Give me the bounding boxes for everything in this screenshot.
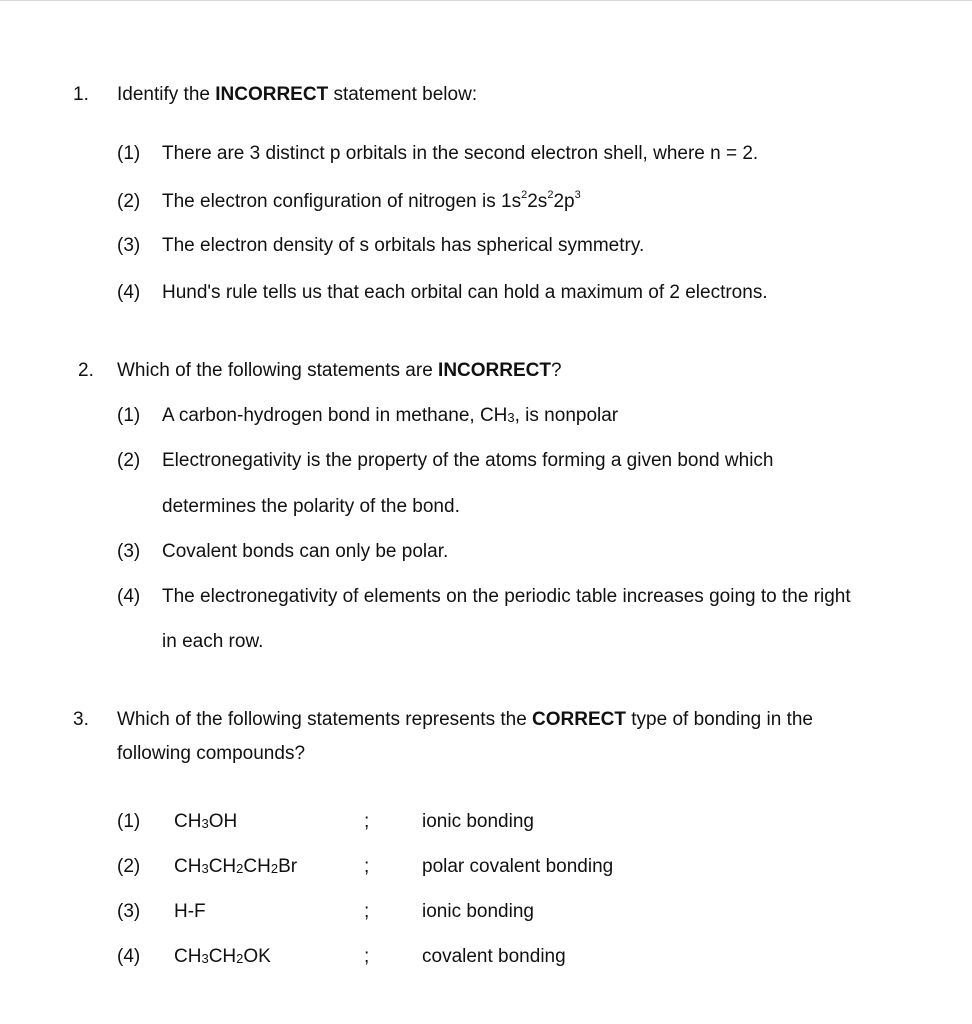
- option-text: A carbon-hydrogen bond in methane, CH: [162, 405, 508, 426]
- formula-part: CH: [174, 946, 202, 967]
- question-3-number: 3.: [73, 709, 89, 730]
- superscript: 3: [574, 188, 581, 201]
- option-text: 2p: [553, 191, 575, 212]
- stem-text: type of bonding in the: [626, 709, 813, 730]
- q3-bonding-type: covalent bonding: [422, 946, 566, 967]
- q2-option-label: (3): [117, 541, 141, 562]
- question-3-stem: [117, 709, 813, 731]
- stem-emphasis: CORRECT: [532, 709, 626, 730]
- formula-part: H-F: [174, 901, 206, 922]
- stem-emphasis: INCORRECT: [215, 84, 329, 105]
- q2-option-text-continued: determines the polarity of the bond.: [162, 496, 460, 517]
- question-1-stem: [117, 84, 477, 106]
- q1-option-label: (1): [117, 143, 141, 164]
- q2-option-text-continued: in each row.: [162, 631, 264, 652]
- q1-option-text: [162, 188, 581, 213]
- q1-option-label: (4): [117, 282, 141, 303]
- q1-option-label: (2): [117, 191, 141, 212]
- stem-text: statement below:: [328, 84, 478, 105]
- subscript: 2: [270, 861, 279, 876]
- q3-separator: ;: [364, 811, 370, 832]
- q2-option-label: (1): [117, 405, 141, 426]
- q2-option-text: Electronegativity is the property of the atoms forming a given bond which: [162, 450, 774, 471]
- q3-formula: [174, 856, 297, 878]
- subscript: 3: [201, 861, 209, 876]
- q2-option-label: (2): [117, 450, 141, 471]
- formula-part: CH: [208, 856, 237, 877]
- question-1-number: 1.: [73, 84, 89, 105]
- stem-text: Which of the following statements are: [117, 360, 439, 381]
- q2-option-text: [162, 405, 618, 427]
- q2-option-text: Covalent bonds can only be polar.: [162, 541, 449, 562]
- stem-text: ?: [551, 360, 562, 381]
- option-text: , is nonpolar: [514, 405, 619, 426]
- question-2-stem: [117, 360, 562, 382]
- q1-option-label: (3): [117, 235, 141, 256]
- q3-bonding-type: ionic bonding: [422, 811, 534, 832]
- formula-part: Br: [278, 856, 298, 877]
- formula-part: OK: [243, 946, 271, 967]
- question-2-number: 2.: [78, 360, 94, 381]
- q3-separator: ;: [364, 901, 370, 922]
- q1-option-text: Hund's rule tells us that each orbital can hold a maximum of 2 electrons.: [162, 282, 768, 303]
- stem-emphasis: INCORRECT: [438, 360, 551, 381]
- superscript: 2: [521, 188, 528, 201]
- q3-bonding-type: polar covalent bonding: [422, 856, 614, 877]
- subscript: 2: [236, 951, 244, 966]
- formula-part: CH: [208, 946, 237, 967]
- superscript: 2: [547, 188, 554, 201]
- question-3-stem-continued: following compounds?: [117, 743, 306, 764]
- option-text: The electron configuration of nitrogen is 1s: [162, 191, 522, 212]
- formula-part: CH: [174, 856, 202, 877]
- stem-text: Which of the following statements represents the: [117, 709, 533, 730]
- q3-separator: ;: [364, 856, 370, 877]
- q1-option-text: The electron density of s orbitals has spherical symmetry.: [162, 235, 645, 256]
- q3-bonding-type: ionic bonding: [422, 901, 534, 922]
- q3-option-label: (1): [117, 811, 141, 832]
- q2-option-label: (4): [117, 586, 141, 607]
- q3-formula: [174, 811, 237, 833]
- option-text: 2s: [527, 191, 548, 212]
- subscript: 3: [201, 816, 209, 831]
- q3-formula: [174, 946, 271, 968]
- formula-part: CH: [243, 856, 271, 877]
- q3-separator: ;: [364, 946, 370, 967]
- stem-text: Identify the: [117, 84, 216, 105]
- formula-part: OH: [208, 811, 238, 832]
- subscript: 3: [201, 951, 209, 966]
- formula-part: CH: [174, 811, 202, 832]
- q3-formula: [174, 901, 206, 923]
- q3-option-label: (2): [117, 856, 141, 877]
- q1-option-text: There are 3 distinct p orbitals in the second electron shell, where n = 2.: [162, 143, 759, 164]
- subscript: 3: [507, 410, 515, 425]
- q3-option-label: (4): [117, 946, 141, 967]
- q3-option-label: (3): [117, 901, 141, 922]
- subscript: 2: [236, 861, 244, 876]
- q2-option-text: The electronegativity of elements on the periodic table increases going to the right: [162, 586, 851, 607]
